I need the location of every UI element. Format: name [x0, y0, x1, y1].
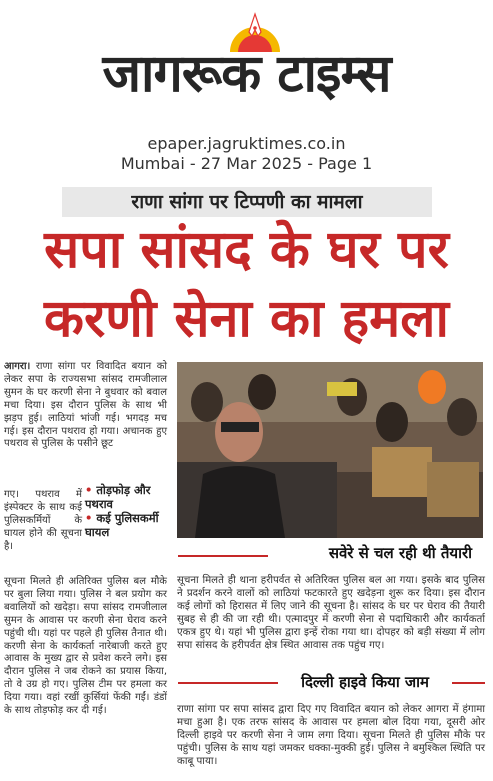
headline-line-1: सपा सांसद के घर पर: [44, 220, 449, 280]
right-body-para-2: राणा सांगा पर सपा सांसद द्वारा दिए गए विवादित बयान को लेकर आगरा में हंगामा मचा हुआ है। एक तरफ सांसद के आवास पर हमला बोल दिया गया, दूसरी ओर दिल्ली हाइवे पर करणी सेना ने जाम लगा दिया। सूचना मिलते ही पुलिस मौके पर पहुंची। पुलिस के साथ यहां जमकर धक्का-मुक्की हुई। पुलिस ने बमुश्किल स्थिति पर काबू पाया।: [177, 704, 485, 767]
photo-caption: सवेरे से चल रही थी तैयारी: [328, 544, 472, 562]
subhead: दिल्ली हाइवे किया जाम: [301, 673, 429, 691]
edition-url: epaper.jagruktimes.co.in: [147, 134, 346, 153]
newspaper-logo-text: जागरूक टाइम्स: [102, 44, 391, 104]
dateline-place: आगरा।: [4, 361, 31, 372]
pull-quote-item: • कई पुलिसकर्मी घायल: [85, 511, 159, 539]
pull-quote-box: [85, 483, 171, 571]
masthead: [0, 0, 493, 130]
subhead-rule-left: [178, 682, 278, 684]
bullet-icon: •: [85, 511, 97, 525]
left-column-para-3: सूचना मिलते ही अतिरिक्त पुलिस बल मौके पर बुला लिया गया। पुलिस ने बल प्रयोग कर बवालियों को खदेड़ा। सपा सांसद रामजीलाल सुमन के आवास पर करणी सेना घेराव करने पहुंची थी। यहां पर पहले ही पुलिस तैनात थी। करणी सेना के कार्यकर्ता नारेबाजी करते हुए आवास के मुख्य द्वार से प्रवेश करने लगे। इस दौरान पुलिस ने जब रोकने का प्रयास किया, तो वे उग्र हो गए। पुलिस टीम पर हमला कर दिया गया। वहां रखीं कुर्सियां फेंकी गईं। डंडों के साथ तोड़फोड़ कर दी गई।: [4, 576, 167, 717]
news-photo: [177, 362, 483, 538]
left-column-para-2: गए। पथराव में इंस्पेक्टर के साथ कई पुलिसकर्मियों के घायल होने की सूचना है।: [4, 489, 82, 552]
headline-line-2: करणी सेना का हमला: [44, 289, 449, 349]
right-body-para-1: सूचना मिलते ही थाना हरीपर्वत से अतिरिक्त पुलिस बल आ गया। इसके बाद पुलिस ने प्रदर्शन करने वालों को लाठियां फटकारते हुए खदेड़ना शुरू कर दिया। इस दौरान कई लोगों को हिरासत में लिए जाने की सूचना है। सांसद के घर पर घेराव की तैयारी सुबह से ही की जा रही थी। एत्मादपुर में करणी सेना से पदाधिकारी और कार्यकर्ता एकत्र हुए थे। यहां भी पुलिस द्वारा इन्हें रोका गया था। दोपहर को बड़ी संख्या में लोग सपा सांसद के हरीपर्वत क्षेत्र स्थित आवास तक पहुंच गए।: [177, 575, 485, 651]
bullet-icon: •: [85, 483, 97, 497]
pull-quote-item: • तोड़फोड़ और पथराव: [85, 483, 151, 511]
edition-dateline: Mumbai - 27 Mar 2025 - Page 1: [120, 154, 373, 173]
subhead-rule-right: [452, 682, 485, 684]
left-column-text-top: [4, 361, 167, 451]
left-column-para-1: राणा सांगा पर विवादित बयान को लेकर सपा के राज्यसभा सांसद रामजीलाल सुमन के घर करणी सेना ने बुधवार को बवाल मचा दिया। इस दौरान पुलिस के साथ भी झड़प हुई। लाठियां भांजी गई। भगदड़ मच गई। इस दौरान पथराव हो गया। अचानक हुए पथराव से पुलिस के पसीने छूट: [4, 361, 167, 450]
article-kicker: राणा सांगा पर टिप्पणी का मामला: [62, 187, 432, 217]
